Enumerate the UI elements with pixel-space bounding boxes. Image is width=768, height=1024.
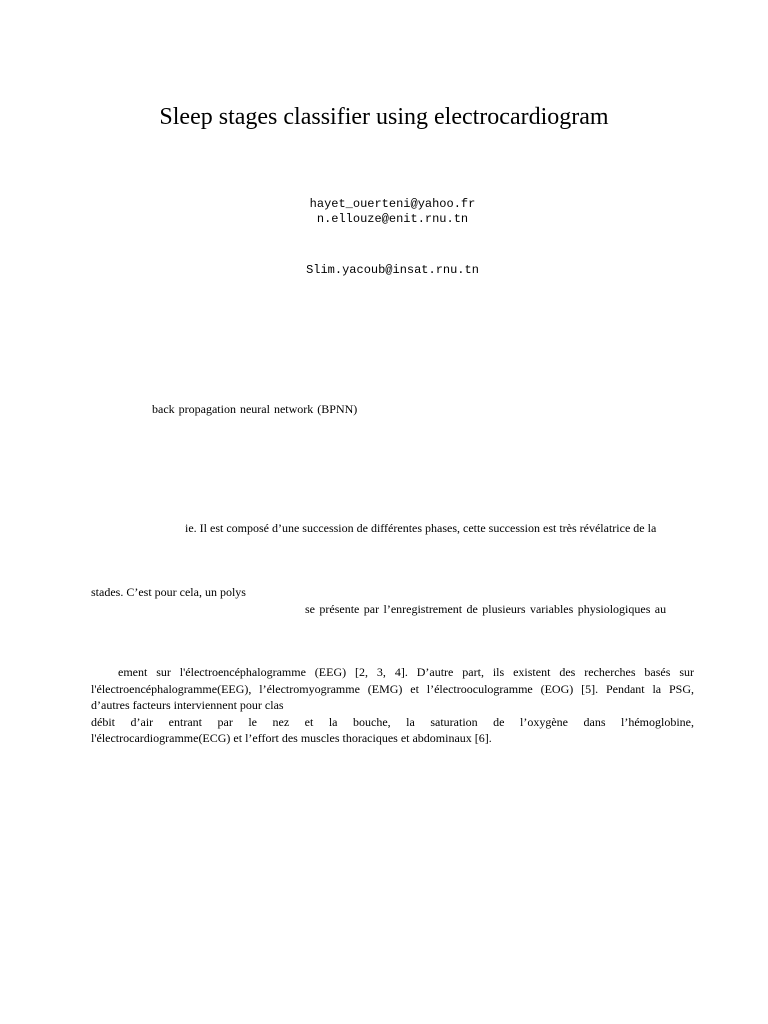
paper-title: Sleep stages classifier using electrocardiogram xyxy=(159,104,609,130)
paragraph-line-1: ement sur l'électroencéphalogramme (EEG) [2, 3, 4]. D’autre part, ils existent des recherches basés sur xyxy=(118,665,694,679)
intro-line-3: se présente par l’enregistrement de plusieurs variables physiologiques au xyxy=(305,602,667,616)
intro-line-1: ie. Il est composé d’une succession de différentes phases, cette succession est très révélatrice de la xyxy=(185,521,657,535)
intro-line-2: stades. C’est pour cela, un polys xyxy=(91,585,246,599)
author-email-2: n.ellouze@enit.rnu.tn xyxy=(316,212,469,226)
paragraph-line-3: d’autres facteurs interviennent pour clas xyxy=(91,698,284,712)
paragraph-line-2: l'électroencéphalogramme(EEG), l’électromyogramme (EMG) et l’électrooculogramme (EOG) [5]. Pendant la PSG, xyxy=(91,682,694,696)
abstract-fragment: back propagation neural network (BPNN) xyxy=(152,402,358,416)
paragraph-line-5: l'électrocardiogramme(ECG) et l’effort des muscles thoraciques et abdominaux [6]. xyxy=(91,731,492,745)
author-email-1: hayet_ouerteni@yahoo.fr xyxy=(309,197,476,211)
paragraph-line-4: débit d’air entrant par le nez et la bouche, la saturation de l’oxygène dans l’hémoglobine, xyxy=(91,715,694,729)
author-email-3: Slim.yacoub@insat.rnu.tn xyxy=(306,263,479,277)
